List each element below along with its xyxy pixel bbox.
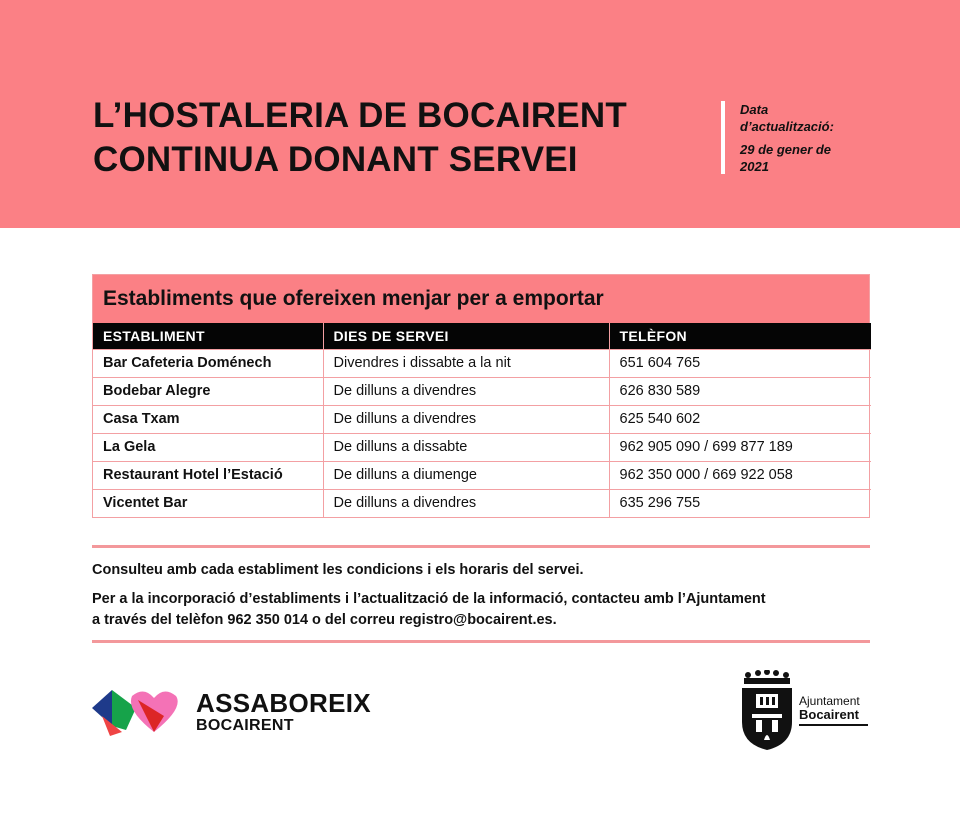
establishment-name: Casa Txam — [93, 405, 323, 433]
update-date-2: 2021 — [740, 159, 769, 174]
table-row — [93, 433, 871, 461]
table-row — [93, 461, 871, 489]
page-title-line-2: CONTINUA DONANT SERVEI — [93, 140, 578, 179]
establishment-name: Restaurant Hotel l’Estació — [93, 461, 323, 489]
table-row — [93, 377, 871, 405]
update-label-2: d’actualització: — [740, 119, 834, 134]
column-header-service-days: DIES DE SERVEI — [323, 323, 609, 349]
phone-number: 635 296 755 — [609, 489, 871, 517]
establishment-name: Vicentet Bar — [93, 489, 323, 517]
update-date-box — [740, 101, 880, 175]
divider-bottom — [92, 640, 870, 643]
council-underline — [799, 724, 868, 726]
divider-top — [92, 545, 870, 548]
phone-number: 962 350 000 / 669 922 058 — [609, 461, 871, 489]
phone-number: 625 540 602 — [609, 405, 871, 433]
service-days: De dilluns a divendres — [323, 489, 609, 517]
update-divider — [721, 101, 725, 174]
column-header-establishment: ESTABLIMENT — [93, 323, 323, 349]
establishments-table — [92, 274, 870, 518]
page-title — [93, 94, 693, 182]
note-contact-line-2: a través del telèfon 962 350 014 o del correu registro@bocairent.es. — [92, 612, 557, 628]
column-header-phone: TELÈFON — [619, 327, 687, 344]
establishments-grid — [93, 323, 871, 517]
table-header-row — [93, 323, 871, 349]
bocairent-coat-of-arms-icon — [738, 670, 796, 752]
table-row — [93, 489, 871, 517]
service-days: De dilluns a divendres — [323, 405, 609, 433]
council-name: Bocairent — [799, 707, 859, 722]
update-date-1: 29 de gener de — [740, 142, 832, 157]
phone-number: 651 604 765 — [609, 349, 871, 377]
table-row — [93, 349, 871, 377]
establishment-name: Bar Cafeteria Doménech — [93, 349, 323, 377]
note-conditions: Consulteu amb cada establiment les condicions i els horaris del servei. — [92, 562, 584, 578]
service-days: De dilluns a divendres — [323, 377, 609, 405]
phone-number: 962 905 090 / 699 877 189 — [609, 433, 871, 461]
service-days: De dilluns a diumenge — [323, 461, 609, 489]
update-label-1: Data — [740, 102, 769, 117]
service-days: De dilluns a dissabte — [323, 433, 609, 461]
table-title: Establiments que ofereixen menjar per a emportar — [93, 275, 869, 323]
council-label: Ajuntament — [799, 694, 860, 708]
phone-number: 626 830 589 — [609, 377, 871, 405]
service-days: Divendres i dissabte a la nit — [323, 349, 609, 377]
note-contact — [92, 589, 892, 631]
brand-subtitle: BOCAIRENT — [196, 717, 294, 734]
establishment-name: La Gela — [93, 433, 323, 461]
note-contact-line-1: Per a la incorporació d’establiments i l’actualització de la informació, contacteu amb l’Ajuntament — [92, 591, 766, 607]
establishment-name: Bodebar Alegre — [93, 377, 323, 405]
page-title-line-1: L’HOSTALERIA DE BOCAIRENT — [93, 96, 627, 135]
brand-name: ASSABOREIX — [196, 688, 371, 718]
table-row — [93, 405, 871, 433]
